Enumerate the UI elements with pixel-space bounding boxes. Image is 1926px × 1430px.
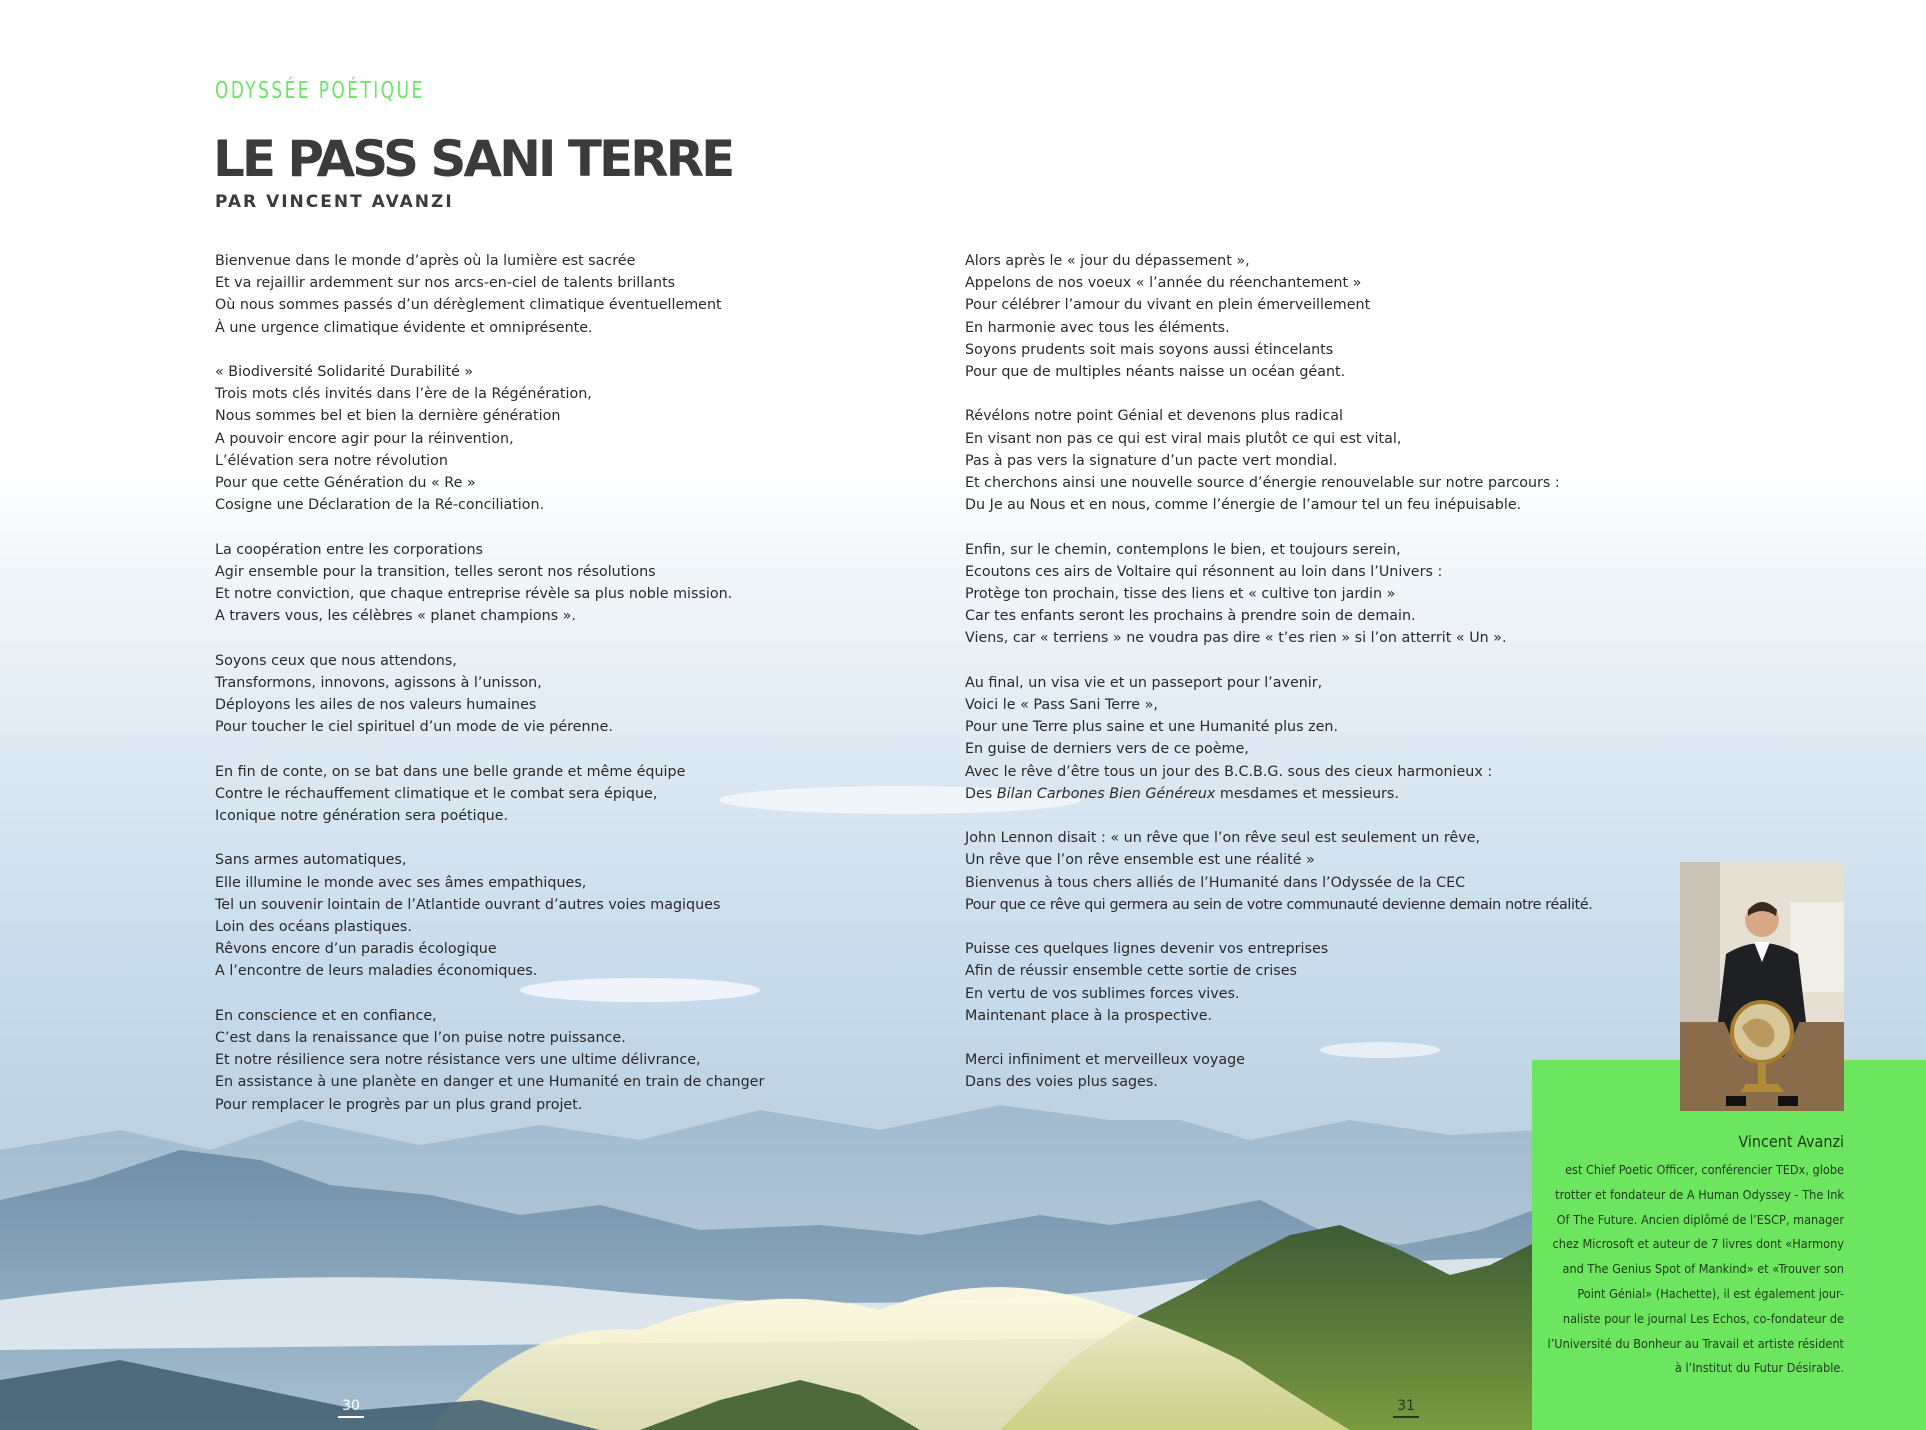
bio-line: Of The Future. Ancien diplômé de l’ESCP, manager (1556, 1211, 1844, 1227)
poem-line: Appelons de nos voeux « l’année du réenchantement » (965, 275, 1362, 292)
poem-line: Alors après le « jour du dépassement », (965, 253, 1250, 269)
stanza (215, 361, 764, 516)
bio-line: naliste pour le journal Les Echos, co-fondateur de (1562, 1310, 1844, 1326)
author-byline: PAR VINCENT AVANZI (215, 192, 454, 212)
bio-line: Point Génial» (Hachette), il est également jour- (1577, 1285, 1844, 1301)
poem-line: A l’encontre de leurs maladies économiques. (215, 963, 538, 980)
poem-line: Trois mots clés invités dans l’ère de la Régénération, (215, 386, 592, 403)
bio-line: and The Genius Spot of Mankind» et «Trouver son (1562, 1261, 1844, 1277)
stanza (965, 938, 1593, 1027)
bio-line: chez Microsoft et auteur de 7 livres dont «Harmony (1552, 1236, 1844, 1252)
article-title: LE PASS SANI TERRE (213, 130, 733, 188)
poem-line: Pour célébrer l’amour du vivant en plein émerveillement (965, 297, 1371, 314)
page-number-left: 30 (336, 1398, 366, 1418)
poem-line: Cosigne une Déclaration de la Ré-conciliation. (215, 497, 545, 514)
poem-line: Protège ton prochain, tisse des liens et « cultive ton jardin » (965, 586, 1396, 603)
poem-line: Enfin, sur le chemin, contemplons le bien, et toujours serein, (965, 541, 1401, 558)
stanza (215, 849, 764, 982)
author-photo-illustration (1680, 862, 1844, 1111)
poem-line: Des Bilan Carbones Bien Généreux mesdames et messieurs. (965, 785, 1399, 802)
poem-line: Et va rejaillir ardemment sur nos arcs-en-ciel de talents brillants (215, 275, 676, 292)
poem-line: Puisse ces quelques lignes devenir vos entreprises (965, 941, 1329, 958)
poem-line: Car tes enfants seront les prochains à prendre soin de demain. (965, 608, 1416, 625)
poem-line: Pour toucher le ciel spirituel d’un mode de vie pérenne. (215, 719, 613, 736)
poem-column-right (965, 250, 1593, 1116)
stanza (215, 650, 764, 739)
bio-line: est Chief Poetic Officer, conférencier TEDx, globe (1565, 1162, 1844, 1177)
poem-column-left (215, 250, 764, 1138)
poem-line: Et cherchons ainsi une nouvelle source d’énergie renouvelable sur notre parcours : (965, 475, 1560, 492)
poem-line: Soyons ceux que nous attendons, (215, 652, 457, 669)
poem-line: Où nous sommes passés d’un dérèglement climatique éventuellement (215, 297, 722, 314)
poem-line: Pour que ce rêve qui germera au sein de votre communauté devienne demain notre réalité. (965, 896, 1593, 913)
stanza (215, 761, 764, 828)
stanza (965, 827, 1593, 916)
poem-line: En assistance à une planète en danger et une Humanité en train de changer (215, 1074, 765, 1091)
poem-line: Rêvons encore d’un paradis écologique (215, 941, 497, 958)
poem-line: L’élévation sera notre révolution (215, 452, 448, 469)
poem-line: Bienvenue dans le monde d’après où la lumière est sacrée (215, 253, 636, 269)
poem-line: Elle illumine le monde avec ses âmes empathiques, (215, 874, 587, 891)
stanza (215, 250, 764, 339)
stanza (965, 539, 1593, 650)
poem-line: Déployons les ailes de nos valeurs humaines (215, 697, 537, 714)
poem-line: Iconique notre génération sera poétique. (215, 808, 509, 825)
poem-line: En fin de conte, on se bat dans une belle grande et même équipe (215, 763, 686, 780)
poem-line: En conscience et en confiance, (215, 1007, 437, 1024)
poem-line: A travers vous, les célèbres « planet champions ». (215, 608, 576, 625)
poem-line: Ecoutons ces airs de Voltaire qui résonnent au loin dans l’Univers : (965, 563, 1443, 580)
poem-line: C’est dans la renaissance que l’on puise notre puissance. (215, 1030, 626, 1047)
author-photo (1680, 862, 1844, 1111)
poem-line: John Lennon disait : « un rêve que l’on rêve seul est seulement un rêve, (965, 830, 1481, 847)
poem-line: Pas à pas vers la signature d’un pacte vert mondial. (965, 452, 1338, 469)
poem-line: En guise de derniers vers de ce poème, (965, 741, 1249, 758)
bio-author-name: Vincent Avanzi (1738, 1132, 1844, 1151)
bio-line: à l’Institut du Futur Désirable. (1674, 1360, 1844, 1376)
section-kicker: ODYSSÉE POÉTIQUE (215, 78, 425, 104)
bio-line: l’Université du Bonheur au Travail et artiste résident (1547, 1335, 1844, 1351)
poem-line: Nous sommes bel et bien la dernière génération (215, 408, 561, 425)
poem-line: Soyons prudents soit mais soyons aussi étincelants (965, 341, 1334, 358)
poem-line: Contre le réchauffement climatique et le combat sera épique, (215, 785, 658, 802)
poem-line: « Biodiversité Solidarité Durabilité » (215, 364, 474, 380)
poem-line: A pouvoir encore agir pour la réinvention, (215, 430, 514, 447)
poem-line: La coopération entre les corporations (215, 541, 483, 558)
poem-line: Loin des océans plastiques. (215, 919, 412, 936)
poem-line: Pour que cette Génération du « Re » (215, 475, 476, 492)
poem-line: En harmonie avec tous les éléments. (965, 319, 1230, 336)
poem-line: Merci infiniment et merveilleux voyage (965, 1052, 1245, 1069)
poem-line: Avec le rêve d’être tous un jour des B.C.B.G. sous des cieux harmonieux : (965, 763, 1493, 780)
bio-paragraph (1514, 1158, 1844, 1381)
poem-line: En visant non pas ce qui est viral mais plutôt ce qui est vital, (965, 430, 1402, 447)
stanza (215, 1005, 764, 1116)
stanza (965, 405, 1593, 516)
stanza (965, 250, 1593, 383)
poem-line: Maintenant place à la prospective. (965, 1007, 1213, 1024)
poem-line: Tel un souvenir lointain de l’Atlantide ouvrant d’autres voies magiques (215, 896, 721, 913)
poem-line: Au final, un visa vie et un passeport pour l’avenir, (965, 674, 1323, 691)
poem-line: Bienvenus à tous chers alliés de l’Humanité dans l’Odyssée de la CEC (965, 874, 1466, 891)
poem-line: Du Je au Nous et en nous, comme l’énergie de l’amour tel un feu inépuisable. (965, 497, 1522, 514)
poem-line: À une urgence climatique évidente et omniprésente. (215, 319, 593, 336)
poem-line: Et notre conviction, que chaque entreprise révèle sa plus noble mission. (215, 586, 733, 603)
poem-line: Sans armes automatiques, (215, 852, 407, 869)
stanza (965, 672, 1593, 805)
poem-line: Agir ensemble pour la transition, telles seront nos résolutions (215, 563, 656, 580)
poem-line: Dans des voies plus sages. (965, 1074, 1158, 1091)
poem-line: Pour que de multiples néants naisse un océan géant. (965, 364, 1346, 381)
page-number-right: 31 (1391, 1398, 1421, 1418)
poem-line: Viens, car « terriens » ne voudra pas dire « t’es rien » si l’on atterrit « Un ». (965, 630, 1507, 647)
poem-line: Transformons, innovons, agissons à l’unisson, (215, 674, 542, 691)
bio-line: trotter et fondateur de A Human Odyssey - The Ink (1555, 1186, 1844, 1202)
poem-line: Voici le « Pass Sani Terre », (965, 697, 1158, 714)
poem-line: Pour remplacer le progrès par un plus grand projet. (215, 1096, 583, 1113)
poem-line: Et notre résilience sera notre résistance vers une ultime délivrance, (215, 1052, 701, 1069)
stanza (215, 539, 764, 628)
poem-line: Pour une Terre plus saine et une Humanité plus zen. (965, 719, 1339, 736)
poem-line: Révélons notre point Génial et devenons plus radical (965, 408, 1343, 425)
stanza (965, 1049, 1593, 1093)
poem-line: En vertu de vos sublimes forces vives. (965, 985, 1240, 1002)
emphasis-text: Bilan Carbones Bien Généreux (996, 785, 1216, 802)
poem-line: Afin de réussir ensemble cette sortie de crises (965, 963, 1297, 980)
poem-line: Un rêve que l’on rêve ensemble est une réalité » (965, 852, 1315, 869)
